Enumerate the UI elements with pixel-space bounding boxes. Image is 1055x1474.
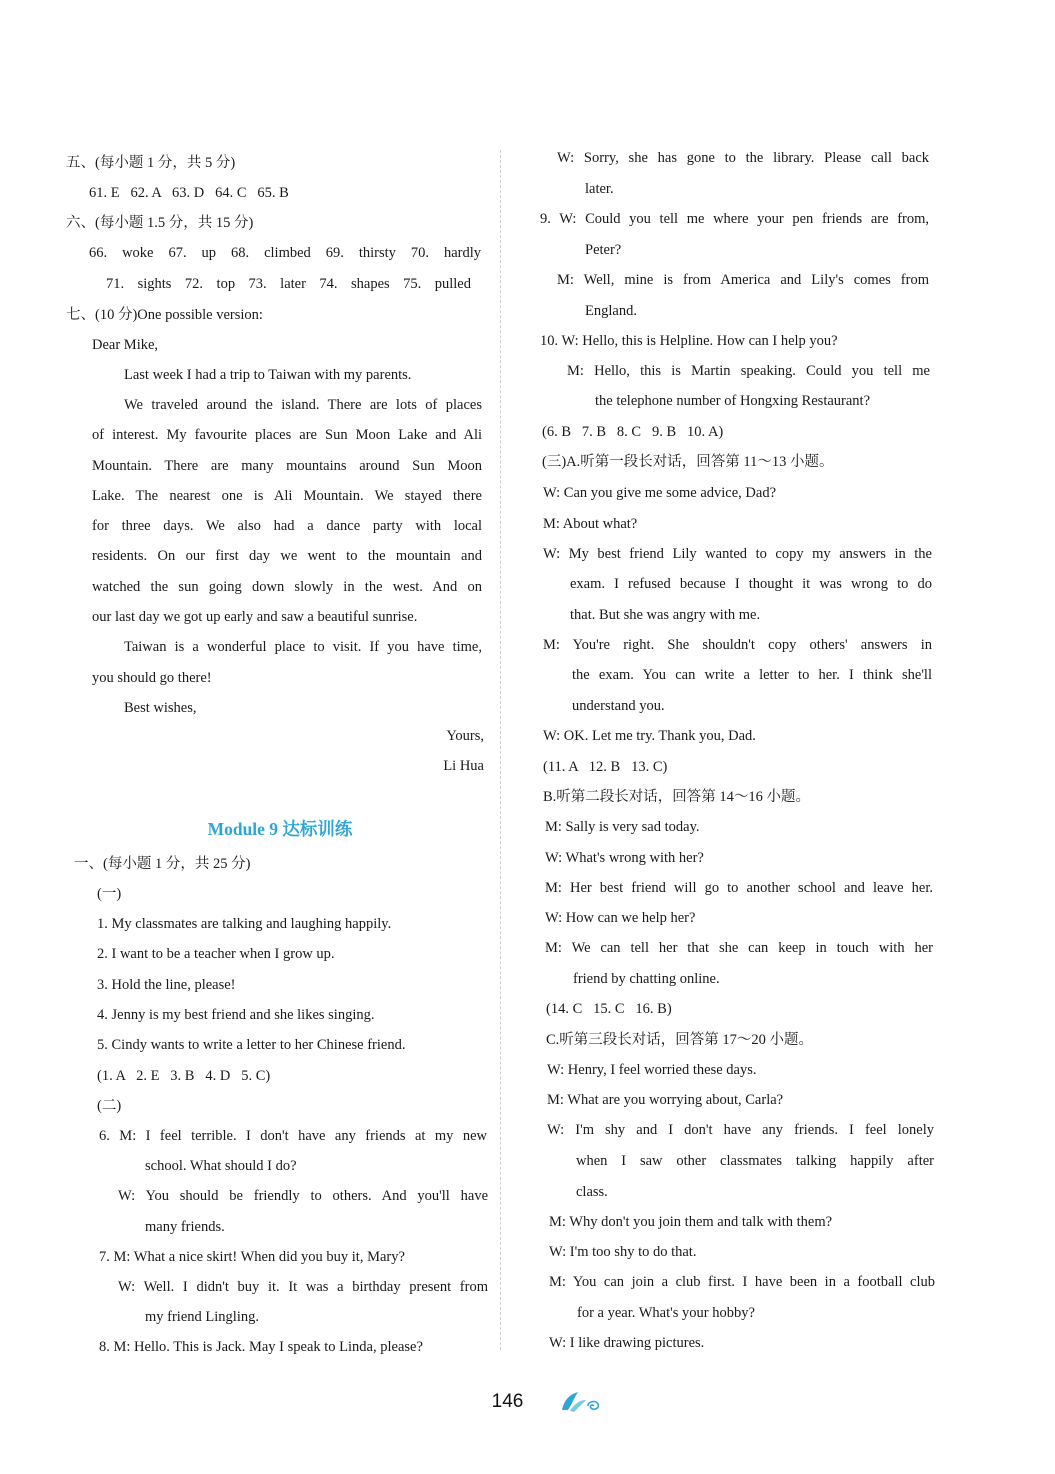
listening-item: 4. Jenny is my best friend and she likes singing. bbox=[97, 1007, 375, 1023]
letter-line: We traveled around the island. There are lots of places bbox=[124, 397, 482, 413]
dialogue-line: 7. M: What a nice skirt! When did you buy it, Mary? bbox=[99, 1249, 405, 1265]
listening-item: 1. My classmates are talking and laughing happily. bbox=[97, 916, 392, 932]
section-heading-c: C.听第三段长对话，回答第 17～20 小题。 bbox=[546, 1032, 814, 1048]
leaf-swirl-icon bbox=[558, 1388, 606, 1414]
letter-line: for three days. We also had a dance party with local bbox=[92, 518, 482, 534]
page-number: 146 bbox=[491, 1391, 524, 1412]
section-6-heading: 六、(每小题 1.5 分，共 15 分) bbox=[66, 215, 254, 231]
transcript-line: W: Henry, I feel worried these days. bbox=[547, 1062, 757, 1078]
section-5-heading: 五、(每小题 1 分，共 5 分) bbox=[66, 155, 236, 171]
transcript-line: M: We can tell her that she can keep in touch with her bbox=[545, 940, 933, 956]
transcript-line: the exam. You can write a letter to her. I think she'll bbox=[572, 667, 932, 683]
transcript-line: M: What are you worrying about, Carla? bbox=[547, 1092, 784, 1108]
transcript-line: W: Sorry, she has gone to the library. Please call back bbox=[557, 150, 929, 166]
transcript-line: W: What's wrong with her? bbox=[545, 850, 704, 866]
dialogue-line: W: Well. I didn't buy it. It was a birthday present from bbox=[118, 1279, 488, 1295]
letter-line: our last day we got up early and saw a beautiful sunrise. bbox=[92, 609, 418, 625]
transcript-line: W: How can we help her? bbox=[545, 910, 696, 926]
letter-closing: Yours, bbox=[446, 728, 484, 744]
part-1-label: (一) bbox=[97, 886, 122, 902]
transcript-line: W: My best friend Lily wanted to copy my answers in the bbox=[543, 546, 932, 562]
letter-line: Mountain. There are many mountains around Sun Moon bbox=[92, 458, 482, 474]
dialogue-line: 6. M: I feel terrible. I don't have any friends at my new bbox=[99, 1128, 487, 1144]
transcript-line: 10. W: Hello, this is Helpline. How can I help you? bbox=[540, 333, 838, 349]
transcript-line: M: Why don't you join them and talk with them? bbox=[549, 1214, 833, 1230]
letter-line: Best wishes, bbox=[124, 700, 197, 716]
dialogue-line: 8. M: Hello. This is Jack. May I speak to Linda, please? bbox=[99, 1339, 423, 1355]
transcript-line: W: I'm too shy to do that. bbox=[549, 1244, 697, 1260]
transcript-line: later. bbox=[585, 181, 614, 197]
section-6-answers-row-2: 71. sights 72. top 73. later 74. shapes 75. pulled bbox=[106, 276, 471, 292]
transcript-line: W: I'm shy and I don't have any friends. I feel lonely bbox=[547, 1122, 934, 1138]
transcript-line: understand you. bbox=[572, 698, 665, 714]
letter-greeting: Dear Mike, bbox=[92, 337, 159, 353]
listening-item: 5. Cindy wants to write a letter to her Chinese friend. bbox=[97, 1037, 406, 1053]
transcript-line: when I saw other classmates talking happily after bbox=[576, 1153, 934, 1169]
transcript-line: W: Can you give me some advice, Dad? bbox=[543, 485, 776, 501]
answers-6-10: (6. B 7. B 8. C 9. B 10. A) bbox=[542, 424, 724, 440]
letter-line: Taiwan is a wonderful place to visit. If you have time, bbox=[124, 639, 482, 655]
letter-line: of interest. My favourite places are Sun Moon Lake and Ali bbox=[92, 427, 482, 443]
section-6-answers-row-1: 66. woke 67. up 68. climbed 69. thirsty 70. hardly bbox=[89, 245, 481, 261]
transcript-line: M: About what? bbox=[543, 516, 638, 532]
part-2-label: (二) bbox=[97, 1098, 122, 1114]
dialogue-line: W: You should be friendly to others. And you'll have bbox=[118, 1188, 488, 1204]
section-5-answers: 61. E 62. A 63. D 64. C 65. B bbox=[89, 185, 289, 201]
transcript-line: M: Her best friend will go to another school and leave her. bbox=[545, 880, 933, 896]
transcript-line: the telephone number of Hongxing Restaurant? bbox=[595, 393, 871, 409]
transcript-line: friend by chatting online. bbox=[573, 971, 720, 987]
listening-item: 2. I want to be a teacher when I grow up. bbox=[97, 946, 335, 962]
letter-line: Lake. The nearest one is Ali Mountain. We stayed there bbox=[92, 488, 482, 504]
answers-11-13: (11. A 12. B 13. C) bbox=[543, 759, 668, 775]
transcript-line: exam. I refused because I thought it was wrong to do bbox=[570, 576, 932, 592]
transcript-line: England. bbox=[585, 303, 637, 319]
transcript-line: M: You're right. She shouldn't copy others' answers in bbox=[543, 637, 932, 653]
transcript-line: W: OK. Let me try. Thank you, Dad. bbox=[543, 728, 756, 744]
dialogue-line: school. What should I do? bbox=[145, 1158, 297, 1174]
letter-line: you should go there! bbox=[92, 670, 212, 686]
transcript-line: that. But she was angry with me. bbox=[570, 607, 761, 623]
transcript-line: M: Well, mine is from America and Lily's comes from bbox=[557, 272, 929, 288]
transcript-line: for a year. What's your hobby? bbox=[577, 1305, 755, 1321]
dialogue-line: many friends. bbox=[145, 1219, 225, 1235]
section-heading-a: (三)A.听第一段长对话，回答第 11～13 小题。 bbox=[542, 454, 834, 470]
letter-line: residents. On our first day we went to the mountain and bbox=[92, 548, 482, 564]
transcript-line: M: Hello, this is Martin speaking. Could you tell me bbox=[567, 363, 930, 379]
transcript-line: Peter? bbox=[585, 242, 622, 258]
transcript-line: 9. W: Could you tell me where your pen friends are from, bbox=[540, 211, 929, 227]
section-heading-b: B.听第二段长对话，回答第 14～16 小题。 bbox=[543, 789, 811, 805]
listening-item: 3. Hold the line, please! bbox=[97, 977, 236, 993]
section-1-heading: 一、(每小题 1 分，共 25 分) bbox=[74, 856, 251, 872]
dialogue-line: my friend Lingling. bbox=[145, 1309, 259, 1325]
module-title: Module 9 达标训练 bbox=[207, 819, 353, 839]
transcript-line: W: I like drawing pictures. bbox=[549, 1335, 705, 1351]
part-1-answers: (1. A 2. E 3. B 4. D 5. C) bbox=[97, 1068, 271, 1084]
letter-line: watched the sun going down slowly in the west. And on bbox=[92, 579, 482, 595]
transcript-line: M: You can join a club first. I have been in a football club bbox=[549, 1274, 935, 1290]
letter-signature: Li Hua bbox=[443, 758, 484, 774]
transcript-line: class. bbox=[576, 1184, 608, 1200]
section-7-heading: 七、(10 分)One possible version: bbox=[66, 307, 263, 323]
transcript-line: M: Sally is very sad today. bbox=[545, 819, 700, 835]
letter-line: Last week I had a trip to Taiwan with my parents. bbox=[124, 367, 412, 383]
answers-14-16: (14. C 15. C 16. B) bbox=[546, 1001, 672, 1017]
